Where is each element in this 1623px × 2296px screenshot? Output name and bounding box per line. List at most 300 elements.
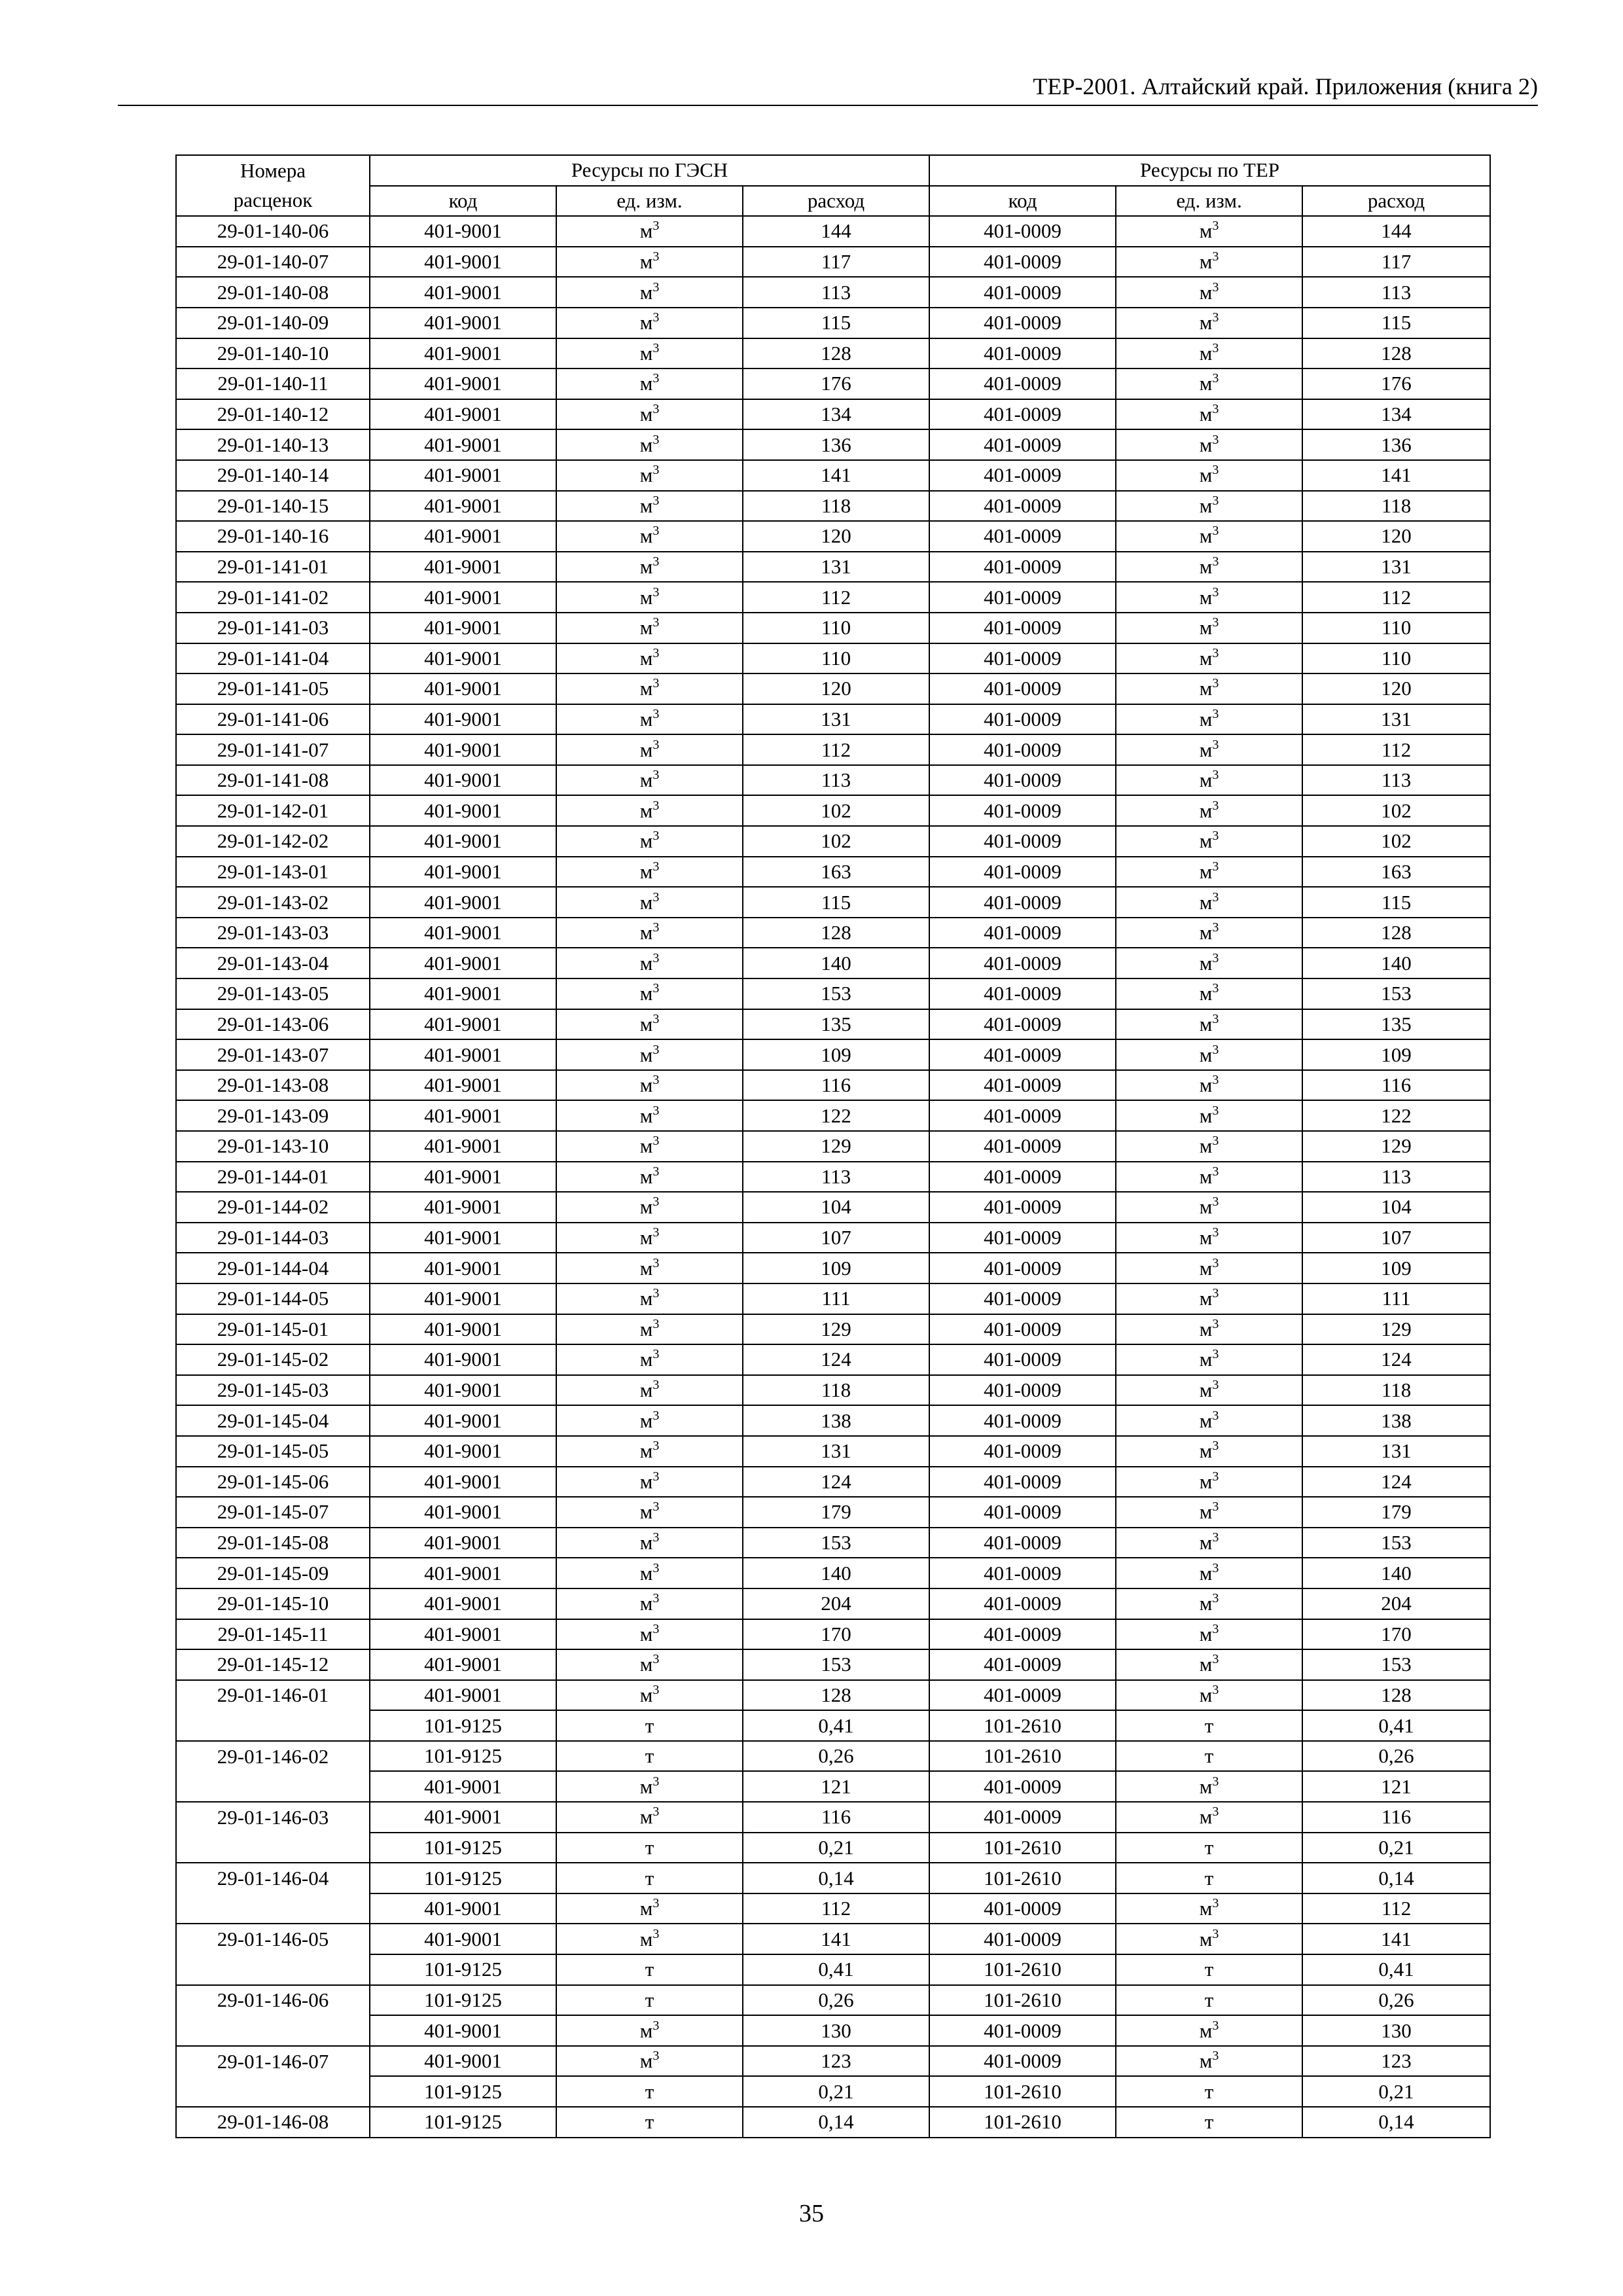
- gesn-code-cell: 401-9001: [370, 795, 556, 826]
- gesn-amount-cell: 102: [743, 795, 929, 826]
- ter-code-cell: 401-0009: [929, 1558, 1116, 1588]
- header-number-line2: расценок: [176, 186, 370, 217]
- rate-number-cell: 29-01-142-01: [176, 795, 370, 826]
- gesn-code-cell: 401-9001: [370, 247, 556, 278]
- ter-code-cell: 101-2610: [929, 1710, 1116, 1741]
- gesn-unit-cell: [556, 1375, 743, 1406]
- ter-code-cell: 401-0009: [929, 1314, 1116, 1345]
- ter-unit-cell: [1116, 247, 1302, 278]
- unit-text: $м^3$: [1199, 706, 1219, 730]
- ter-code-cell: 401-0009: [929, 1253, 1116, 1283]
- ter-amount-cell: 131: [1302, 704, 1490, 735]
- gesn-unit-cell: [556, 826, 743, 857]
- gesn-code-cell: 401-9001: [370, 1162, 556, 1193]
- gesn-unit-cell: [556, 1467, 743, 1498]
- unit-text: $м^3$: [1199, 645, 1219, 670]
- ter-code-cell: 401-0009: [929, 368, 1116, 399]
- gesn-unit-cell: [556, 1223, 743, 1253]
- resources-table: [175, 154, 1491, 2138]
- rate-number-cell: 29-01-146-04: [176, 1863, 370, 1893]
- ter-amount-cell: 112: [1302, 1893, 1490, 1924]
- rate-number-cell: 29-01-140-10: [176, 338, 370, 369]
- ter-unit-cell: [1116, 1802, 1302, 1833]
- gesn-code-cell: 401-9001: [370, 277, 556, 308]
- ter-unit-cell: [1116, 1162, 1302, 1193]
- unit-text: $м^3$: [639, 920, 660, 944]
- unit-text: $м^3$: [639, 1408, 660, 1432]
- unit-text: $м^3$: [639, 249, 660, 274]
- table-row: [176, 673, 1490, 704]
- ter-unit-cell: [1116, 521, 1302, 552]
- gesn-unit-cell: [556, 1893, 743, 1924]
- gesn-code-cell: 401-9001: [370, 673, 556, 704]
- gesn-amount-cell: 110: [743, 613, 929, 643]
- rate-number-cell: 29-01-143-04: [176, 948, 370, 978]
- gesn-unit-cell: [556, 429, 743, 460]
- ter-amount-cell: 0,41: [1302, 1954, 1490, 1985]
- gesn-unit-cell: [556, 704, 743, 735]
- ter-unit-cell: [1116, 826, 1302, 857]
- gesn-code-cell: 401-9001: [370, 1893, 556, 1924]
- table-row: [176, 1649, 1490, 1680]
- ter-amount-cell: 104: [1302, 1192, 1490, 1223]
- ter-amount-cell: 102: [1302, 795, 1490, 826]
- unit-text: $м^3$: [1199, 1560, 1219, 1585]
- ter-code-cell: 401-0009: [929, 1771, 1116, 1802]
- ter-unit-cell: [1116, 613, 1302, 643]
- unit-text: $м^3$: [639, 1073, 660, 1097]
- table-row: [176, 552, 1490, 583]
- ter-unit-cell: [1116, 2107, 1302, 2138]
- rate-number-cell: 29-01-143-08: [176, 1070, 370, 1101]
- unit-text: $м^3$: [639, 1439, 660, 1463]
- ter-amount-cell: 110: [1302, 613, 1490, 643]
- header-ter-unit: ед. изм.: [1116, 186, 1302, 217]
- rate-number-cell: 29-01-145-10: [176, 1588, 370, 1619]
- gesn-unit-cell: [556, 1344, 743, 1375]
- gesn-code-cell: 401-9001: [370, 582, 556, 613]
- ter-code-cell: 401-0009: [929, 308, 1116, 338]
- ter-code-cell: 401-0009: [929, 948, 1116, 978]
- rate-number-cell: 29-01-146-06: [176, 1985, 370, 2016]
- ter-unit-cell: [1116, 1833, 1302, 1863]
- gesn-unit-cell: [556, 1802, 743, 1833]
- unit-text: $м^3$: [1199, 889, 1219, 914]
- gesn-unit-cell: [556, 1528, 743, 1558]
- ter-amount-cell: 170: [1302, 1619, 1490, 1650]
- unit-text: т: [645, 1744, 654, 1768]
- ter-unit-cell: [1116, 1497, 1302, 1528]
- unit-text: $м^3$: [1199, 340, 1219, 365]
- ter-amount-cell: 141: [1302, 1924, 1490, 1954]
- gesn-code-cell: 401-9001: [370, 1405, 556, 1436]
- gesn-unit-cell: [556, 399, 743, 430]
- gesn-code-cell: 401-9001: [370, 1619, 556, 1650]
- gesn-unit-cell: [556, 1070, 743, 1101]
- unit-text: $м^3$: [1199, 950, 1219, 975]
- unit-text: $м^3$: [639, 981, 660, 1005]
- gesn-amount-cell: 107: [743, 1223, 929, 1253]
- ter-amount-cell: 118: [1302, 1375, 1490, 1406]
- ter-amount-cell: 113: [1302, 277, 1490, 308]
- rate-number-cell: 29-01-141-08: [176, 765, 370, 796]
- ter-amount-cell: 135: [1302, 1009, 1490, 1040]
- gesn-amount-cell: 111: [743, 1283, 929, 1314]
- gesn-code-cell: 401-9001: [370, 734, 556, 765]
- gesn-unit-cell: [556, 1314, 743, 1345]
- rate-number-cell: 29-01-146-01: [176, 1680, 370, 1711]
- gesn-amount-cell: 141: [743, 1924, 929, 1954]
- gesn-code-cell: 401-9001: [370, 399, 556, 430]
- unit-text: $м^3$: [1199, 798, 1219, 822]
- rate-number-cell: [176, 1893, 370, 1924]
- ter-unit-cell: [1116, 887, 1302, 918]
- unit-text: $м^3$: [639, 1926, 660, 1950]
- ter-code-cell: 401-0009: [929, 277, 1116, 308]
- table-row: [176, 1375, 1490, 1406]
- gesn-code-cell: 101-9125: [370, 2076, 556, 2107]
- ter-code-cell: 401-0009: [929, 338, 1116, 369]
- unit-text: $м^3$: [639, 524, 660, 548]
- gesn-unit-cell: [556, 1497, 743, 1528]
- ter-code-cell: 401-0009: [929, 1344, 1116, 1375]
- table-row: [176, 2046, 1490, 2077]
- gesn-code-cell: 401-9001: [370, 1802, 556, 1833]
- gesn-amount-cell: 110: [743, 643, 929, 674]
- unit-text: $м^3$: [1199, 1896, 1219, 1920]
- unit-text: т: [1204, 2079, 1214, 2103]
- table-row: [176, 857, 1490, 888]
- gesn-code-cell: 401-9001: [370, 643, 556, 674]
- unit-text: $м^3$: [1199, 1225, 1219, 1249]
- ter-code-cell: 401-0009: [929, 582, 1116, 613]
- ter-code-cell: 401-0009: [929, 1375, 1116, 1406]
- unit-text: $м^3$: [1199, 219, 1219, 243]
- gesn-unit-cell: [556, 1253, 743, 1283]
- unit-text: т: [645, 2110, 654, 2134]
- ter-unit-cell: [1116, 2076, 1302, 2107]
- gesn-code-cell: 401-9001: [370, 1223, 556, 1253]
- ter-amount-cell: 176: [1302, 368, 1490, 399]
- ter-code-cell: 401-0009: [929, 1649, 1116, 1680]
- rate-number-cell: 29-01-140-14: [176, 460, 370, 491]
- table-row: [176, 826, 1490, 857]
- unit-text: $м^3$: [639, 615, 660, 639]
- gesn-unit-cell: [556, 1833, 743, 1863]
- unit-text: $м^3$: [1199, 1134, 1219, 1158]
- gesn-amount-cell: 0,26: [743, 1741, 929, 1772]
- ter-code-cell: 401-0009: [929, 857, 1116, 888]
- rate-number-cell: 29-01-144-04: [176, 1253, 370, 1283]
- unit-text: $м^3$: [639, 1316, 660, 1340]
- unit-text: $м^3$: [1199, 1408, 1219, 1432]
- ter-amount-cell: 0,21: [1302, 2076, 1490, 2107]
- ter-amount-cell: 117: [1302, 247, 1490, 278]
- gesn-code-cell: 401-9001: [370, 368, 556, 399]
- ter-code-cell: 401-0009: [929, 429, 1116, 460]
- table-row: [176, 795, 1490, 826]
- ter-amount-cell: 136: [1302, 429, 1490, 460]
- unit-text: $м^3$: [639, 1591, 660, 1615]
- unit-text: $м^3$: [1199, 1804, 1219, 1829]
- unit-text: $м^3$: [639, 1042, 660, 1066]
- gesn-code-cell: 401-9001: [370, 2046, 556, 2077]
- gesn-amount-cell: 112: [743, 1893, 929, 1924]
- gesn-amount-cell: 104: [743, 1192, 929, 1223]
- gesn-amount-cell: 116: [743, 1802, 929, 1833]
- table-row: [176, 1467, 1490, 1498]
- header-gesn-amount: расход: [743, 186, 929, 217]
- gesn-amount-cell: 123: [743, 2046, 929, 2077]
- gesn-unit-cell: [556, 1558, 743, 1588]
- gesn-amount-cell: 134: [743, 399, 929, 430]
- gesn-amount-cell: 204: [743, 1588, 929, 1619]
- ter-unit-cell: [1116, 1253, 1302, 1283]
- gesn-code-cell: 401-9001: [370, 1649, 556, 1680]
- ter-amount-cell: 129: [1302, 1314, 1490, 1345]
- gesn-amount-cell: 153: [743, 978, 929, 1009]
- ter-amount-cell: 0,26: [1302, 1985, 1490, 2016]
- ter-unit-cell: [1116, 1405, 1302, 1436]
- ter-unit-cell: [1116, 308, 1302, 338]
- ter-code-cell: 401-0009: [929, 1588, 1116, 1619]
- ter-amount-cell: 0,21: [1302, 1833, 1490, 1863]
- table-row: [176, 978, 1490, 1009]
- header-rule: [118, 105, 1538, 106]
- ter-unit-cell: [1116, 1070, 1302, 1101]
- table-row: [176, 613, 1490, 643]
- gesn-unit-cell: [556, 2107, 743, 2138]
- gesn-unit-cell: [556, 1985, 743, 2016]
- rate-number-cell: 29-01-140-16: [176, 521, 370, 552]
- table-row: [176, 308, 1490, 338]
- table-row: [176, 1405, 1490, 1436]
- unit-text: $м^3$: [1199, 371, 1219, 395]
- gesn-unit-cell: [556, 216, 743, 247]
- gesn-unit-cell: [556, 613, 743, 643]
- table-row: [176, 247, 1490, 278]
- ter-amount-cell: 120: [1302, 521, 1490, 552]
- unit-text: $м^3$: [639, 402, 660, 426]
- page-header: [0, 0, 1623, 111]
- table-body: [176, 216, 1490, 2137]
- unit-text: $м^3$: [639, 1194, 660, 1219]
- gesn-unit-cell: [556, 1863, 743, 1893]
- unit-text: $м^3$: [1199, 1530, 1219, 1554]
- gesn-unit-cell: [556, 978, 743, 1009]
- ter-unit-cell: [1116, 857, 1302, 888]
- ter-unit-cell: [1116, 338, 1302, 369]
- unit-text: $м^3$: [1199, 1682, 1219, 1706]
- unit-text: $м^3$: [639, 2049, 660, 2073]
- unit-text: $м^3$: [1199, 920, 1219, 944]
- gesn-code-cell: 401-9001: [370, 613, 556, 643]
- table-row: [176, 1162, 1490, 1193]
- rate-number-cell: 29-01-145-11: [176, 1619, 370, 1650]
- gesn-code-cell: 401-9001: [370, 918, 556, 948]
- gesn-amount-cell: 138: [743, 1405, 929, 1436]
- gesn-amount-cell: 113: [743, 277, 929, 308]
- gesn-amount-cell: 135: [743, 1009, 929, 1040]
- gesn-amount-cell: 0,41: [743, 1710, 929, 1741]
- table-row: [176, 1223, 1490, 1253]
- unit-text: $м^3$: [1199, 1378, 1219, 1402]
- rate-number-cell: [176, 1710, 370, 1741]
- rate-number-cell: 29-01-142-02: [176, 826, 370, 857]
- ter-amount-cell: 116: [1302, 1802, 1490, 1833]
- ter-amount-cell: 144: [1302, 216, 1490, 247]
- table-row: [176, 1710, 1490, 1741]
- ter-unit-cell: [1116, 1283, 1302, 1314]
- ter-unit-cell: [1116, 1893, 1302, 1924]
- gesn-unit-cell: [556, 460, 743, 491]
- table-row: [176, 1924, 1490, 1954]
- ter-unit-cell: [1116, 1558, 1302, 1588]
- rate-number-cell: 29-01-146-08: [176, 2107, 370, 2138]
- unit-text: $м^3$: [1199, 1286, 1219, 1310]
- unit-text: $м^3$: [1199, 432, 1219, 456]
- header-group-ter: Ресурсы по ТЕР: [929, 155, 1490, 186]
- table-row: [176, 368, 1490, 399]
- header-gesn-unit: ед. изм.: [556, 186, 743, 217]
- unit-text: т: [645, 1713, 654, 1737]
- unit-text: $м^3$: [639, 493, 660, 517]
- rate-number-cell: [176, 2076, 370, 2107]
- gesn-amount-cell: 153: [743, 1649, 929, 1680]
- gesn-amount-cell: 112: [743, 582, 929, 613]
- ter-unit-cell: [1116, 2046, 1302, 2077]
- ter-unit-cell: [1116, 1314, 1302, 1345]
- gesn-amount-cell: 109: [743, 1253, 929, 1283]
- rate-number-cell: 29-01-143-06: [176, 1009, 370, 1040]
- ter-code-cell: 401-0009: [929, 2015, 1116, 2046]
- gesn-code-cell: 401-9001: [370, 1253, 556, 1283]
- gesn-unit-cell: [556, 1588, 743, 1619]
- rate-number-cell: 29-01-143-10: [176, 1131, 370, 1162]
- unit-text: $м^3$: [1199, 249, 1219, 274]
- unit-text: $м^3$: [1199, 310, 1219, 334]
- ter-unit-cell: [1116, 1710, 1302, 1741]
- rate-number-cell: 29-01-145-08: [176, 1528, 370, 1558]
- ter-unit-cell: [1116, 795, 1302, 826]
- gesn-unit-cell: [556, 1100, 743, 1131]
- ter-code-cell: 401-0009: [929, 978, 1116, 1009]
- table-row: [176, 338, 1490, 369]
- unit-text: $м^3$: [1199, 737, 1219, 761]
- ter-amount-cell: 129: [1302, 1131, 1490, 1162]
- unit-text: $м^3$: [639, 1134, 660, 1158]
- ter-code-cell: 401-0009: [929, 1223, 1116, 1253]
- table-row: [176, 1680, 1490, 1711]
- unit-text: $м^3$: [639, 829, 660, 853]
- unit-text: $м^3$: [639, 1164, 660, 1188]
- unit-text: $м^3$: [639, 737, 660, 761]
- unit-text: $м^3$: [639, 463, 660, 487]
- unit-text: $м^3$: [1199, 1316, 1219, 1340]
- gesn-amount-cell: 109: [743, 1039, 929, 1070]
- gesn-unit-cell: [556, 247, 743, 278]
- ter-unit-cell: [1116, 704, 1302, 735]
- table-header-row-1: [176, 155, 1490, 186]
- gesn-code-cell: 401-9001: [370, 1771, 556, 1802]
- rate-number-cell: 29-01-145-07: [176, 1497, 370, 1528]
- gesn-unit-cell: [556, 1009, 743, 1040]
- gesn-amount-cell: 179: [743, 1497, 929, 1528]
- unit-text: $м^3$: [639, 1378, 660, 1402]
- gesn-unit-cell: [556, 887, 743, 918]
- gesn-code-cell: 401-9001: [370, 1497, 556, 1528]
- ter-unit-cell: [1116, 1467, 1302, 1498]
- gesn-code-cell: 401-9001: [370, 521, 556, 552]
- ter-code-cell: 101-2610: [929, 1863, 1116, 1893]
- ter-unit-cell: [1116, 1436, 1302, 1467]
- gesn-code-cell: 401-9001: [370, 1039, 556, 1070]
- ter-code-cell: 401-0009: [929, 795, 1116, 826]
- unit-text: $м^3$: [1199, 493, 1219, 517]
- ter-amount-cell: 122: [1302, 1100, 1490, 1131]
- gesn-unit-cell: [556, 1283, 743, 1314]
- header-title: ТЕР-2001. Алтайский край. Приложения (книга 2): [1033, 73, 1538, 99]
- unit-text: $м^3$: [639, 1682, 660, 1706]
- unit-text: $м^3$: [1199, 1103, 1219, 1127]
- rate-number-cell: 29-01-144-05: [176, 1283, 370, 1314]
- ter-unit-cell: [1116, 1528, 1302, 1558]
- header-ter-amount: расход: [1302, 186, 1490, 217]
- rate-number-cell: 29-01-141-04: [176, 643, 370, 674]
- table-row: [176, 491, 1490, 522]
- ter-code-cell: 401-0009: [929, 1802, 1116, 1833]
- gesn-unit-cell: [556, 1162, 743, 1193]
- rate-number-cell: 29-01-140-13: [176, 429, 370, 460]
- unit-text: $м^3$: [1199, 1042, 1219, 1066]
- ter-unit-cell: [1116, 1649, 1302, 1680]
- rate-number-cell: 29-01-141-02: [176, 582, 370, 613]
- ter-unit-cell: [1116, 582, 1302, 613]
- rate-number-cell: 29-01-140-15: [176, 491, 370, 522]
- ter-unit-cell: [1116, 216, 1302, 247]
- rate-number-cell: 29-01-146-02: [176, 1741, 370, 1772]
- ter-unit-cell: [1116, 2015, 1302, 2046]
- unit-text: $м^3$: [639, 1469, 660, 1493]
- unit-text: $м^3$: [639, 279, 660, 304]
- ter-unit-cell: [1116, 368, 1302, 399]
- gesn-code-cell: 101-9125: [370, 1985, 556, 2016]
- ter-amount-cell: 0,41: [1302, 1710, 1490, 1741]
- gesn-amount-cell: 140: [743, 1558, 929, 1588]
- gesn-unit-cell: [556, 277, 743, 308]
- rate-number-cell: 29-01-143-03: [176, 918, 370, 948]
- gesn-amount-cell: 0,14: [743, 1863, 929, 1893]
- ter-amount-cell: 111: [1302, 1283, 1490, 1314]
- unit-text: т: [1204, 1713, 1214, 1737]
- unit-text: т: [645, 1958, 654, 1981]
- rate-number-cell: 29-01-145-04: [176, 1405, 370, 1436]
- gesn-amount-cell: 144: [743, 216, 929, 247]
- gesn-amount-cell: 121: [743, 1771, 929, 1802]
- ter-code-cell: 401-0009: [929, 643, 1116, 674]
- ter-code-cell: 401-0009: [929, 826, 1116, 857]
- ter-amount-cell: 112: [1302, 582, 1490, 613]
- ter-code-cell: 401-0009: [929, 704, 1116, 735]
- unit-text: т: [1204, 1744, 1214, 1768]
- ter-amount-cell: 124: [1302, 1467, 1490, 1498]
- ter-code-cell: 401-0009: [929, 1528, 1116, 1558]
- table-row: [176, 1954, 1490, 1985]
- unit-text: $м^3$: [639, 950, 660, 975]
- ter-amount-cell: 128: [1302, 338, 1490, 369]
- gesn-amount-cell: 115: [743, 887, 929, 918]
- ter-unit-cell: [1116, 1344, 1302, 1375]
